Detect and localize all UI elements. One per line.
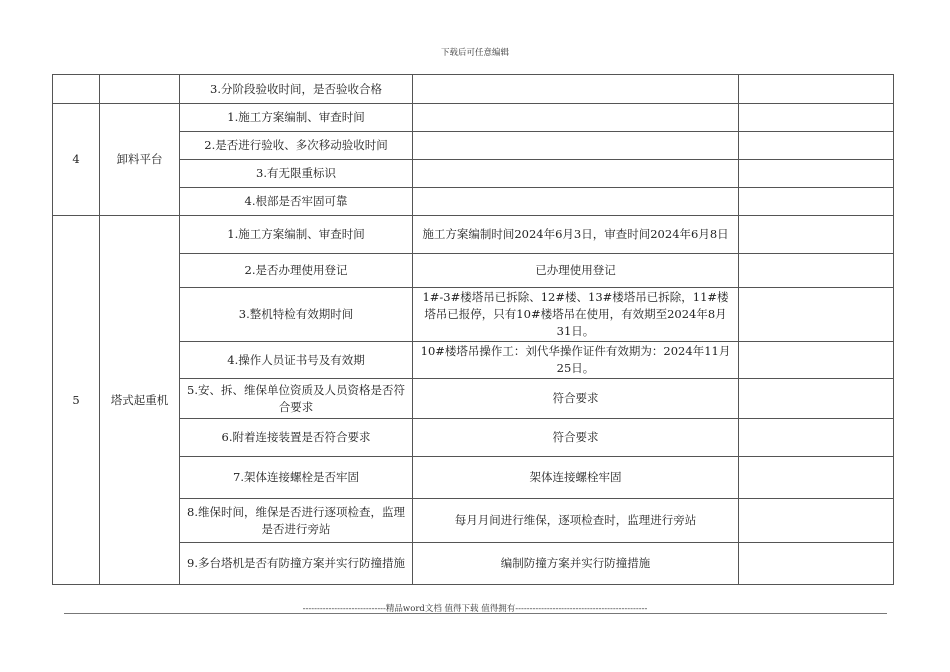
check-result: 10#楼塔吊操作工：刘代华操作证件有效期为：2024年11月25日。: [413, 342, 739, 379]
page-footer: -----------------------------精品word文档 值得下载 值得拥有----------------------------------------------: [302, 604, 648, 614]
check-item: 3.分阶段验收时间，是否验收合格: [180, 75, 413, 104]
check-result: 架体连接螺栓牢固: [413, 457, 739, 499]
check-result: [413, 160, 739, 188]
table-row: [53, 254, 894, 288]
table-row: [53, 288, 894, 342]
table-row: [53, 379, 894, 419]
check-result: 每月月间进行维保，逐项检查时，监理进行旁站: [413, 499, 739, 543]
table-row: [53, 457, 894, 499]
table-row: [53, 188, 894, 216]
item-number: 5: [53, 216, 100, 585]
check-result: [413, 104, 739, 132]
remark-cell: [739, 216, 894, 254]
inspection-table: [52, 74, 894, 585]
check-item: 4.根部是否牢固可靠: [180, 188, 413, 216]
check-item: 9.多台塔机是否有防撞方案并实行防撞措施: [180, 543, 413, 585]
check-item: 8.维保时间，维保是否进行逐项检查，监理是否进行旁站: [180, 499, 413, 543]
item-name: [100, 75, 180, 104]
check-result: 符合要求: [413, 379, 739, 419]
check-item: 6.附着连接装置是否符合要求: [180, 419, 413, 457]
table-row: [53, 216, 894, 254]
check-item: 5.安、拆、维保单位资质及人员资格是否符合要求: [180, 379, 413, 419]
table-row: [53, 419, 894, 457]
check-item: 1.施工方案编制、审查时间: [180, 104, 413, 132]
remark-cell: [739, 254, 894, 288]
table-row: [53, 543, 894, 585]
check-item: 7.架体连接螺栓是否牢固: [180, 457, 413, 499]
remark-cell: [739, 160, 894, 188]
check-item: 3.整机特检有效期时间: [180, 288, 413, 342]
remark-cell: [739, 419, 894, 457]
remark-cell: [739, 132, 894, 160]
item-number: 4: [53, 104, 100, 216]
check-result: [413, 188, 739, 216]
remark-cell: [739, 543, 894, 585]
remark-cell: [739, 75, 894, 104]
remark-cell: [739, 499, 894, 543]
remark-cell: [739, 342, 894, 379]
check-item: 2.是否办理使用登记: [180, 254, 413, 288]
remark-cell: [739, 104, 894, 132]
item-name: 塔式起重机: [100, 216, 180, 585]
check-item: 1.施工方案编制、审查时间: [180, 216, 413, 254]
remark-cell: [739, 288, 894, 342]
check-result: 符合要求: [413, 419, 739, 457]
check-result: [413, 75, 739, 104]
table-row: [53, 499, 894, 543]
check-result: 编制防撞方案并实行防撞措施: [413, 543, 739, 585]
item-number: [53, 75, 100, 104]
page-header: 下载后可任意编辑: [440, 48, 509, 58]
table-row: [53, 104, 894, 132]
table-row: [53, 75, 894, 104]
check-item: 3.有无限重标识: [180, 160, 413, 188]
check-item: 2.是否进行验收、多次移动验收时间: [180, 132, 413, 160]
remark-cell: [739, 457, 894, 499]
check-result: 1#-3#楼塔吊已拆除、12#楼、13#楼塔吊已拆除，11#楼塔吊已报停，只有10#楼塔吊在使用，有效期至2024年8月31日。: [413, 288, 739, 342]
check-result: [413, 132, 739, 160]
table-row: [53, 132, 894, 160]
footer-divider: [64, 613, 887, 614]
table-row: [53, 160, 894, 188]
remark-cell: [739, 379, 894, 419]
remark-cell: [739, 188, 894, 216]
table-row: [53, 342, 894, 379]
item-name: 卸料平台: [100, 104, 180, 216]
check-item: 4.操作人员证书号及有效期: [180, 342, 413, 379]
check-result: 施工方案编制时间2024年6月3日，审查时间2024年6月8日: [413, 216, 739, 254]
check-result: 已办理使用登记: [413, 254, 739, 288]
